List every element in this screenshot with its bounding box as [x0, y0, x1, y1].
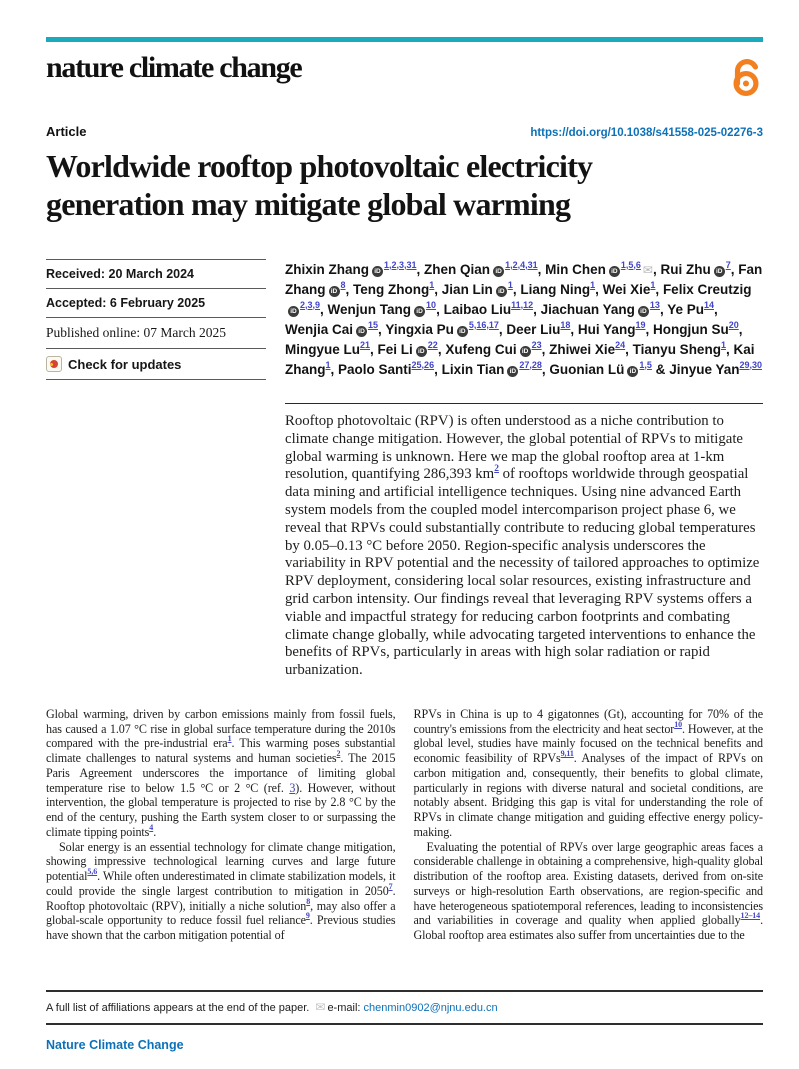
affiliation-superscript[interactable]: 29,30	[739, 359, 763, 370]
author-name: Min Chen	[545, 262, 606, 277]
affiliation-superscript[interactable]: 14	[703, 299, 714, 310]
affiliation-superscript[interactable]: 22	[427, 339, 438, 350]
author-name: Wenjun Tang	[327, 302, 412, 317]
info-section	[46, 259, 763, 380]
affiliation-superscript[interactable]: 24	[615, 339, 626, 350]
author-name: Rui Zhu	[660, 262, 711, 277]
check-for-updates-button[interactable]	[46, 348, 266, 380]
affiliation-superscript[interactable]: 20	[728, 319, 739, 330]
orcid-icon[interactable]: iD	[609, 266, 620, 277]
reference-link[interactable]: 9	[305, 911, 310, 921]
affiliation-superscript[interactable]: 25,26	[411, 359, 435, 370]
author-name: Felix Creutzig	[662, 282, 752, 297]
accepted-date: Accepted: 6 February 2025	[46, 288, 266, 317]
author-name: Liang Ning	[520, 282, 591, 297]
journal-accent-bar	[46, 37, 763, 42]
email-label: e-mail:	[327, 1002, 361, 1014]
orcid-icon[interactable]: iD	[457, 326, 468, 337]
orcid-icon[interactable]: iD	[416, 346, 427, 357]
affiliation-superscript[interactable]: 10	[426, 299, 437, 310]
journal-name-footer: Nature Climate Change	[46, 1038, 184, 1052]
author-name: Zhen Qian	[424, 262, 491, 277]
open-access-lock-icon	[729, 53, 763, 102]
orcid-icon[interactable]: iD	[356, 326, 367, 337]
received-date: Received: 20 March 2024	[46, 259, 266, 288]
author-name: Fan Zhang	[285, 262, 763, 297]
journal-logo: nature climate change	[46, 51, 302, 84]
orcid-icon[interactable]: iD	[288, 306, 299, 317]
footer-divider-bottom	[46, 1023, 763, 1025]
reference-link[interactable]: 2	[494, 464, 499, 475]
reference-link[interactable]: 12–14	[740, 911, 761, 921]
affiliation-superscript[interactable]: 21	[360, 339, 371, 350]
paragraph: RPVs in China is up to 4 gigatonnes (Gt), accounting for 70% of the country's emissions from the electricity and heat sector$^{10}$. However, at the global level, studies have mainly focused on the technical benefits and economic feasibility of RPVs$^{9,11}$. Analyses of the impact of RPVs on carbon mitigation and, consequently, their benefits to global climate, particularly in regions with diverse natural and societal conditions, are notably absent. Bridging this gap is vital for understanding the role of RPVs in climate change mitigation and guiding effective energy policy-making.	[413, 706, 763, 839]
orcid-icon[interactable]: iD	[714, 266, 725, 277]
reference-link[interactable]: 3	[289, 780, 296, 795]
author-list: Zhixin Zhang iD$^{1,2,3,31}$, Zhen Qian iD$^{1,2,4,31}$, Min Chen iD$^{1,5,6}$ ✉, Rui Zhu iD$^7$, Fan Zhang iD$^8$, Teng Zhong$^1$, Jian Lin iD$^1$, Liang Ning$^1$, Wei Xie$^1$, Felix CreutzigiD$^{2,3,9}$, Wenjun Tang iD$^{10}$, Laibao Liu$^{11,12}$, Jiachuan Yang iD$^{13}$, Ye Pu$^{14}$, Wenjia Cai iD$^{15}$, Yingxia Pu iD$^{5,16,17}$, Deer Liu$^{18}$, Hui Yang$^{19}$, Hongjun Su$^{20}$, Mingyue Lu$^{21}$, Fei Li iD$^{22}$, Xufeng Cui iD$^{23}$, Zhiwei Xie$^{24}$, Tianyu Sheng$^1$, Kai Zhang$^1$, Paolo Santi$^{25,26}$, Lixin Tian iD$^{27,28}$, Guonian Lü iD$^{1,5}$ & Jinyue Yan$^{29,30}$	[285, 259, 763, 377]
author-name: Xufeng Cui	[445, 342, 517, 357]
affiliation-superscript[interactable]: 1,5,6	[620, 259, 641, 270]
author-name: Hongjun Su	[652, 322, 729, 337]
body-columns	[46, 707, 763, 943]
author-name: Wei Xie	[602, 282, 651, 297]
published-date: Published online: 07 March 2025	[46, 317, 266, 348]
crossmark-icon	[46, 356, 62, 372]
affiliation-superscript[interactable]: 2,3,9	[300, 299, 321, 310]
affiliation-superscript[interactable]: 19	[635, 319, 646, 330]
affiliation-superscript[interactable]: 1	[325, 359, 331, 370]
author-name: Jian Lin	[441, 282, 493, 297]
paragraph: Solar energy is an essential technology for climate change mitigation, showing impressive technological learning curves and large future potential$^{5,6}$. While often underestimated in climate stabilization models, it could provide the single largest contribution to mitigation in 2050$^7$. Rooftop photovoltaic (RPV), initially a niche solution$^8$, may also offer a global-scale opportunity to reduce fossil fuel reliance$^9$. Previous studies have shown that the carbon mitigation potential of	[46, 839, 396, 943]
author-name: Deer Liu	[506, 322, 561, 337]
affiliation-superscript[interactable]: 23	[531, 339, 542, 350]
author-name: Zhixin Zhang	[285, 262, 369, 277]
author-name: Zhiwei Xie	[549, 342, 616, 357]
orcid-icon[interactable]: iD	[329, 286, 340, 297]
affiliation-superscript[interactable]: 27,28	[519, 359, 542, 370]
reference-link[interactable]: 7	[388, 881, 393, 891]
affiliation-superscript[interactable]: 11,12	[511, 299, 534, 310]
abstract-text: Rooftop photovoltaic (RPV) is often understood as a niche contribution to climate change mitigation. However, the global potential of RPVs to mitigate global warming is unknown. Here we map the global rooftop area at 1-km resolution, quantifying 286,393 km$^2$ of rooftops worldwide through geospatial data mining and artificial intelligence techniques. Using nine advanced Earth system models from the coupled model intercomparison project phase 6, we reveal that RPVs could substantially contribute to reducing global temperatures by 0.05–0.13 °C before 2050. Region-specific analysis underscores the variability in RPV potential and the necessity of tailored approaches to optimize RPV deployment, considering local solar resources, existing infrastructure and grid carbon intensity. Our findings reveal that leveraging RPV systems offers a viable and impactful strategy for reducing carbon footprints and combating climate change globally, while advocating targeted interventions to enhance the benefits of RPVs, particularly in areas with high solar radiation or rapid urbanization.	[285, 413, 760, 679]
affiliation-superscript[interactable]: 1	[590, 279, 596, 290]
paper-title	[46, 147, 763, 223]
corresponding-author-email-icon[interactable]: ✉	[642, 263, 653, 277]
author-name: Ye Pu	[667, 302, 704, 317]
affiliation-superscript[interactable]: 1,5	[639, 359, 652, 370]
author-name: Teng Zhong	[353, 282, 430, 297]
reference-link[interactable]: 4	[149, 822, 154, 832]
reference-link[interactable]: 9,11	[560, 749, 574, 759]
author-name: Lixin Tian	[441, 362, 505, 377]
author-name: Paolo Santi	[338, 362, 412, 377]
body-column-left	[46, 707, 396, 943]
author-name: Tianyu Sheng	[632, 342, 721, 357]
page-footer	[46, 990, 763, 1052]
body-column-right	[414, 707, 764, 943]
abstract-section	[285, 403, 763, 680]
email-link[interactable]: chenmin0902@njnu.edu.cn	[363, 1002, 498, 1014]
masthead	[46, 51, 763, 102]
orcid-icon[interactable]: iD	[496, 286, 507, 297]
article-meta-row	[46, 124, 763, 139]
paper-title-line1: Worldwide rooftop photovoltaic electricity	[46, 148, 593, 184]
affiliations-note: A full list of affiliations appears at the end of the paper.	[46, 1002, 310, 1014]
author-name: Hui Yang	[577, 322, 636, 337]
reference-link[interactable]: 2	[336, 749, 341, 759]
reference-link[interactable]: 10	[674, 719, 683, 729]
affiliation-superscript[interactable]: 7	[725, 259, 731, 270]
author-name: Fei Li	[377, 342, 413, 357]
reference-link[interactable]: 8	[306, 896, 311, 906]
affiliation-superscript[interactable]: 1	[507, 279, 513, 290]
doi-link[interactable]: https://doi.org/10.1038/s41558-025-02276-3	[530, 127, 763, 139]
orcid-icon[interactable]: iD	[493, 266, 504, 277]
orcid-icon[interactable]: iD	[414, 306, 425, 317]
dates-box	[46, 259, 266, 380]
orcid-icon[interactable]: iD	[520, 346, 531, 357]
author-name: Yingxia Pu	[385, 322, 454, 337]
affiliation-superscript[interactable]: 1	[720, 339, 726, 350]
author-name: Wenjia Cai	[285, 322, 354, 337]
affiliation-superscript[interactable]: 1	[650, 279, 656, 290]
paragraph: Global warming, driven by carbon emissions mainly from fossil fuels, has caused a 1.07 °C rise in global surface temperature during the 2010s compared with the pre-industrial era$^1$. This warming poses substantial climate challenges to natural systems and human societies$^2$. The 2015 Paris Agreement underscores the importance of limiting global temperature rise to below 1.5 °C or 2 °C (ref. 3). However, without intervention, the global temperature is projected to rise by 2.8 °C by the end of the century, pushing the Earth system closer to or surpassing the climate tipping points$^4$.	[46, 706, 396, 839]
affiliation-superscript[interactable]: 1	[429, 279, 435, 290]
affiliations-line	[46, 992, 763, 1023]
affiliation-superscript[interactable]: 1,2,3,31	[384, 259, 417, 270]
orcid-icon[interactable]: iD	[638, 306, 649, 317]
affiliation-superscript[interactable]: 8	[340, 279, 346, 290]
orcid-icon[interactable]: iD	[627, 366, 638, 377]
envelope-icon: ✉	[315, 1000, 326, 1014]
paragraph: Evaluating the potential of RPVs over large geographic areas faces a considerable challenge in obtaining a comprehensive, high-quality global distribution of the rooftop area. Existing datasets, derived from on-site surveys or high-resolution Earth observations, are region-specific and have heterogeneous spatiotemporal references, leading to inconsistencies and variabilities in coverage and quality when applied globally$^{12-14}$. Global rooftop area estimates also suffer from uncertainties due to the	[413, 839, 763, 943]
author-name: Mingyue Lu	[285, 342, 360, 357]
article-type-label: Article	[46, 124, 87, 139]
orcid-icon[interactable]: iD	[507, 366, 518, 377]
affiliation-superscript[interactable]: 18	[560, 319, 571, 330]
affiliation-superscript[interactable]: 5,16,17	[468, 319, 499, 330]
author-name: Jiachuan Yang	[540, 302, 635, 317]
affiliation-superscript[interactable]: 15	[368, 319, 379, 330]
check-for-updates-label: Check for updates	[68, 356, 182, 372]
orcid-icon[interactable]: iD	[372, 266, 383, 277]
author-name: Kai Zhang	[285, 342, 755, 377]
paper-title-line2: generation may mitigate global warming	[46, 186, 571, 222]
author-name: Guonian Lü	[549, 362, 625, 377]
author-name: Jinyue Yan	[669, 362, 740, 377]
author-name: Laibao Liu	[443, 302, 512, 317]
reference-link[interactable]: 5,6	[87, 867, 98, 877]
reference-link[interactable]: 1	[227, 734, 232, 744]
affiliation-superscript[interactable]: 1,2,4,31	[505, 259, 538, 270]
affiliation-superscript[interactable]: 13	[649, 299, 660, 310]
